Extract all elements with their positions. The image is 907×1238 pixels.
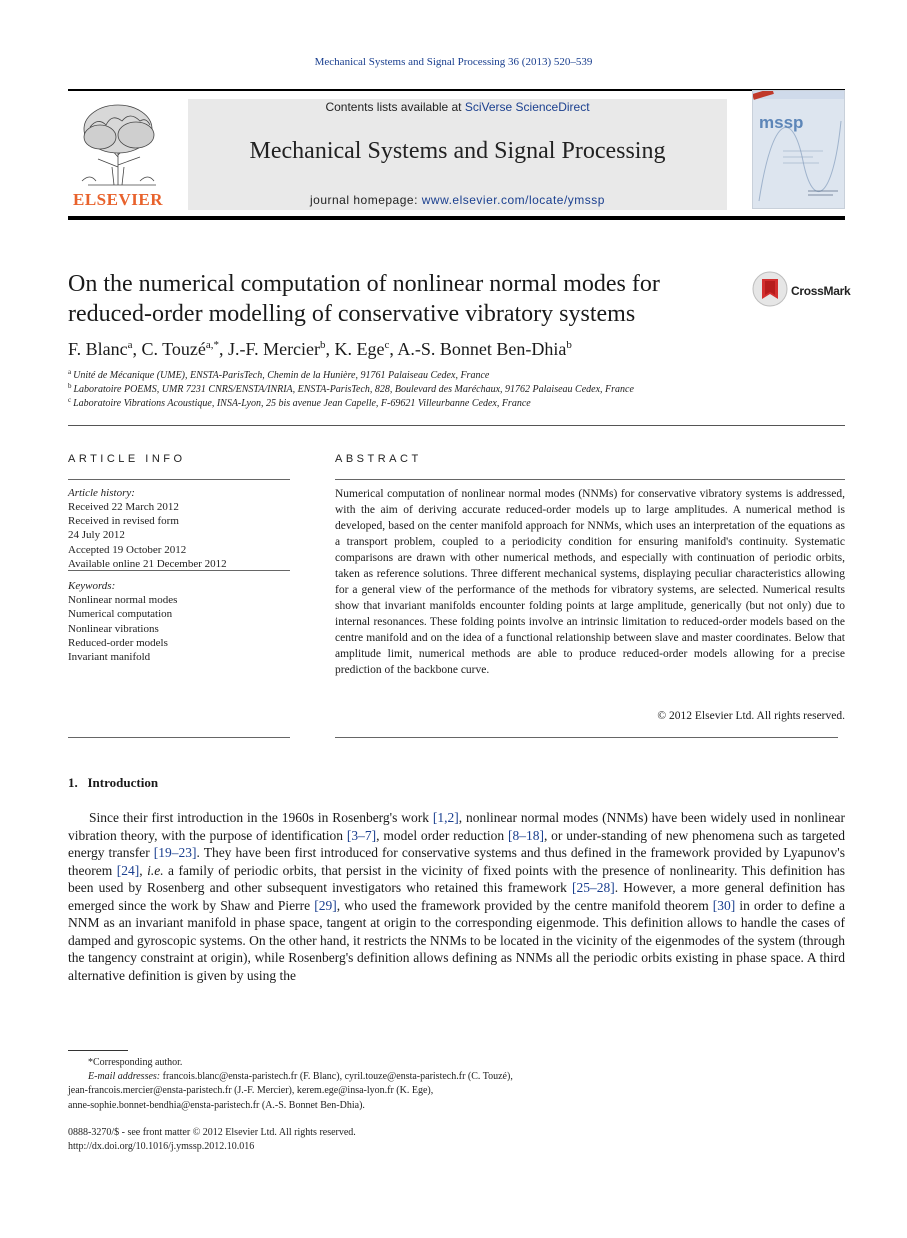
affiliation: [68, 381, 845, 395]
italic-text: i.e.: [147, 862, 164, 878]
history-item: Received 22 March 2012: [68, 501, 179, 513]
corresponding-note: *Corresponding author.: [88, 1057, 183, 1068]
author-list: F. Blanc$^a$, C. Touzé$^{a,*}$, J.-F. Mercier$^b$, K. Ege$^c$, A.-S. Bonnet Ben-Dhia$^b$: [68, 339, 572, 359]
journal-cover-thumbnail[interactable]: [752, 90, 845, 209]
author-affil-marker[interactable]: b: [320, 339, 326, 351]
email-list[interactable]: francois.blanc@ensta-paristech.fr (F. Blanc), cyril.touze@ensta-paristech.fr (C. Touzé),: [162, 1071, 513, 1082]
paragraph-text: , nonlinear normal modes (NNMs) have been widely used in nonlinear vibration theory, with the purpose of identification: [68, 810, 845, 843]
author-affil-marker[interactable]: c: [384, 339, 390, 351]
paragraph-text: , model order reduction: [376, 827, 508, 843]
introduction-paragraph: [68, 809, 845, 984]
cover-label: mssp: [759, 113, 804, 132]
keyword: Nonlinear vibrations: [68, 623, 159, 635]
abstract-heading: ABSTRACT: [335, 453, 422, 465]
affil-text: Laboratoire Vibrations Acoustique, INSA-Lyon, 25 bis avenue Jean Capelle, F-69621 Villeurbanne Cedex, France: [73, 398, 531, 409]
email-line: [68, 1070, 845, 1084]
paragraph-text: , or under-standing of new phenomena such as targeted energy transfer: [68, 827, 846, 860]
paragraph-text: in order to define a NNM as an invariant manifold in phase space, tangent at origin to the corresponding eigenmode. This definition allows to handle the cases of damped and gyroscopic systems. On the other hand, it restricts the NNMs to be located in the vicinity of the eigenmodes of the system (through the tangency constraint at origin), while Rosenberg's definition allows defining as NNMs all the periodic orbits existing in phase space. A third alternative definition is given by using the: [68, 897, 845, 983]
journal-citation[interactable]: Mechanical Systems and Signal Processing 36 (2013) 520–539: [314, 56, 593, 68]
publisher-wordmark: ELSEVIER: [73, 190, 163, 209]
history-item: Available online 21 December 2012: [68, 558, 227, 570]
citation-link[interactable]: [8–18]: [507, 827, 544, 843]
email-line[interactable]: jean-francois.mercier@ensta-paristech.fr (J.-F. Mercier), kerem.ege@insa-lyon.fr (K. Ege),: [68, 1085, 434, 1096]
keyword: Numerical computation: [68, 608, 173, 620]
affiliation-divider: [68, 425, 845, 426]
citation-link[interactable]: [1,2]: [432, 810, 459, 825]
history-label: Article history:: [68, 487, 135, 499]
author-name[interactable]: J.-F. Mercier: [228, 339, 321, 359]
affiliation: [68, 395, 845, 409]
keywords-label: Keywords:: [68, 580, 116, 592]
citation-link[interactable]: [24]: [116, 862, 140, 878]
header-top-rule: [68, 89, 845, 91]
homepage-prefix: journal homepage:: [310, 193, 422, 207]
header-bottom-rule: [68, 216, 845, 220]
author-affil-marker[interactable]: a: [127, 339, 133, 351]
doi-line[interactable]: http://dx.doi.org/10.1016/j.ymssp.2012.10.016: [68, 1141, 255, 1152]
paragraph-text: . They have been first introduced for conservative systems and thus defined in the framework provided by Lyapunov's theorem: [68, 845, 845, 878]
section-heading: 1. Introduction: [68, 775, 159, 790]
email-line[interactable]: anne-sophie.bonnet-bendhia@ensta-paristech.fr (A.-S. Bonnet Ben-Dhia).: [68, 1100, 365, 1111]
paragraph-text: Since their first introduction in the 1960s in Rosenberg's work: [89, 810, 433, 825]
homepage-line: [188, 193, 727, 207]
article-info-rule: [68, 479, 290, 480]
affil-text: Unité de Mécanique (UME), ENSTA-ParisTech, Chemin de la Hunière, 91761 Palaiseau Cedex, France: [73, 370, 490, 381]
issn-line: 0888-3270/$ - see front matter © 2012 Elsevier Ltd. All rights reserved.: [68, 1127, 356, 1138]
citation-link[interactable]: [25–28]: [572, 880, 615, 895]
paragraph-text: . However, a more general definition has emerged since the work by Shaw and Pierre: [68, 880, 845, 913]
abstract-rule: [335, 479, 845, 480]
affil-marker: a: [68, 367, 72, 376]
copyright-notice: © 2012 Elsevier Ltd. All rights reserved.: [657, 710, 845, 722]
paragraph-text: ,: [139, 862, 148, 878]
paper-title: On the numerical computation of nonlinear normal modes for reduced-order modelling of conservative vibratory systems: [68, 271, 660, 327]
citation-link[interactable]: [3–7]: [346, 827, 377, 843]
contents-prefix: Contents lists available at: [325, 100, 465, 114]
sciencedirect-link[interactable]: SciVerse ScienceDirect: [464, 100, 590, 114]
article-info-heading: ARTICLE INFO: [68, 453, 186, 465]
article-info-rule: [68, 570, 290, 571]
abstract-text: Numerical computation of nonlinear normal modes (NNMs) for conservative vibratory systems is addressed, with the aim of deriving accurate reduced-order models up to large amplitudes. A numerical method is developed, based on the center manifold approach for NNMs, which uses an interpretation of the equations as a transport problem, coupled to a periodicity condition for ensuring manifold's continuity. Systematic comparisons are drawn with other numerical methods, and especially with continuation of periodic orbits, taken as reference solutions. Three different mechanical systems, displaying peculiar characteristics allowing for a general view of the performance of the methods for vibratory systems, are selected. Numerical results show that invariant manifolds encounter folding points at large amplitude, generically (but not only) due to internal resonances. These folding points involve an intrinsic limitation to reduced-order models based on the centre manifold and on the idea of a functional relationship between slave and master coordinates. Below that amplitude limit, numerical methods are able to produce reduced-order models allowing for a precise prediction of the backbone curve.: [335, 488, 845, 676]
author-affil-marker[interactable]: b: [566, 339, 572, 351]
history-item: Received in revised form: [68, 515, 179, 527]
email-label: E-mail addresses:: [88, 1071, 161, 1082]
keyword: Invariant manifold: [68, 651, 151, 663]
contents-line: [188, 100, 727, 114]
crossmark-label[interactable]: CrossMark: [791, 284, 851, 298]
author-name[interactable]: C. Touzé: [141, 339, 206, 359]
affil-text: Laboratoire POEMS, UMR 7231 CNRS/ENSTA/INRIA, ENSTA-ParisTech, 828, Boulevard des Maréchaux, 91762 Palaiseau Cedex, France: [73, 384, 634, 395]
keyword: Nonlinear normal modes: [68, 594, 178, 606]
affil-marker: c: [68, 395, 72, 404]
affil-marker: b: [68, 381, 72, 390]
author-name[interactable]: F. Blanc: [68, 339, 128, 359]
keyword: Reduced-order models: [68, 637, 168, 649]
corresponding-text: Corresponding author.: [93, 1057, 183, 1068]
paragraph-text: , who used the framework provided by the centre manifold theorem: [336, 897, 713, 913]
affiliation: [68, 367, 845, 381]
author-name[interactable]: K. Ege: [334, 339, 385, 359]
footnote-rule: [68, 1050, 128, 1051]
citation-link[interactable]: [29]: [314, 897, 337, 913]
crossmark-icon: [752, 271, 788, 307]
citation-link[interactable]: [19–23]: [153, 845, 197, 860]
author-name[interactable]: A.-S. Bonnet Ben-Dhia: [397, 339, 567, 359]
abstract-rule: [335, 737, 838, 738]
cover-art-icon: [753, 91, 845, 209]
author-affil-marker[interactable]: a,*: [205, 339, 219, 351]
homepage-link[interactable]: www.elsevier.com/locate/ymssp: [421, 193, 605, 207]
history-item: Accepted 19 October 2012: [68, 544, 187, 556]
article-info-rule: [68, 737, 290, 738]
paragraph-text: a family of periodic orbits, that persist in the vicinity of fixed points with the presence of nonlinearity. This definition has been used by Rosenberg and other subsequent investigators who retained this framework: [68, 862, 846, 895]
citation-link[interactable]: [30]: [712, 897, 736, 913]
history-item: 24 July 2012: [68, 529, 125, 541]
journal-title: Mechanical Systems and Signal Processing: [249, 138, 666, 164]
